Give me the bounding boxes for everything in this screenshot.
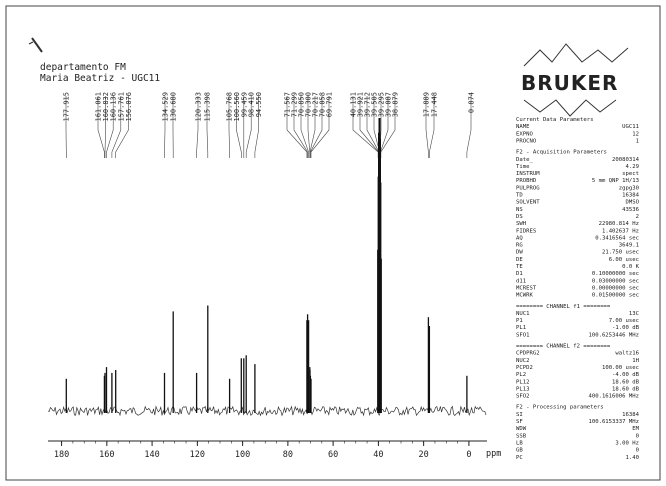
x-tick-label: 60 (327, 450, 339, 460)
peak-label: 156.076 (124, 92, 133, 122)
param-value: -1.00 dB (612, 325, 639, 332)
peak-label: 94.550 (255, 92, 264, 118)
param-value: 1.402637 Hz (601, 228, 639, 235)
param-value: -4.00 dB (612, 372, 639, 379)
param-key: Date_ (516, 156, 533, 163)
peak-label: 70.300 (304, 92, 313, 118)
param-value: 0.0 K (622, 264, 639, 270)
x-tick-label: 40 (373, 450, 384, 460)
peak-label: 70.850 (297, 92, 306, 118)
param-value: 16384 (622, 411, 639, 418)
param-value: waltz16 (615, 350, 639, 357)
param-value: 43536 (622, 206, 639, 213)
param-key: DW (516, 249, 523, 256)
param-value: 0 (635, 433, 639, 440)
param-key: SSB (516, 433, 527, 440)
peak-label: 105.768 (225, 92, 234, 122)
param-value: 18.60 dB (612, 386, 639, 393)
peak-label: 39.921 (356, 92, 365, 118)
param-key: SFO1 (516, 332, 530, 339)
param-key: P1 (516, 318, 523, 325)
param-value: 3649.1 (618, 242, 639, 249)
param-value: 6.00 usec (608, 256, 639, 263)
param-channel-title: ======== CHANNEL f1 ======== (516, 303, 611, 310)
param-key: SOLVENT (516, 199, 540, 206)
x-tick-label: 80 (282, 450, 293, 460)
header-line-1: departamento FM (40, 62, 126, 73)
x-tick-label: 0 (466, 450, 472, 460)
peak-label: 157.761 (117, 92, 126, 122)
peak-label: 177.915 (62, 92, 71, 122)
param-key: DS (516, 213, 523, 220)
x-axis-label: ppm (486, 449, 502, 459)
peak-label: 98.410 (247, 92, 256, 118)
peak-label: 161.061 (94, 92, 103, 122)
param-value: 4.29 (625, 163, 639, 170)
param-value: 0.01500000 sec (591, 292, 639, 299)
param-section-title: F2 - Processing parameters (516, 404, 604, 411)
peak-label: 100.560 (232, 92, 241, 122)
param-value: 21.750 usec (601, 249, 639, 256)
param-key: NUC2 (516, 357, 530, 364)
header-line-2: Maria Beatriz - UGC11 (40, 73, 161, 84)
param-key: FIDRES (516, 228, 537, 235)
param-value: 1 (635, 138, 639, 145)
param-value: 0 (635, 447, 639, 454)
logo-text: BRUKER (521, 71, 619, 95)
param-key: PULPROG (516, 185, 540, 192)
param-value: 22980.814 Hz (598, 221, 639, 228)
param-value: 12 (632, 131, 639, 138)
param-value: 1H (632, 357, 639, 364)
param-value: 100.6153337 MHz (588, 419, 639, 425)
peak-label: 115.398 (203, 92, 212, 122)
param-key: SFO2 (516, 393, 530, 400)
param-value: 13C (628, 310, 639, 317)
param-key: CPDPRG2 (516, 350, 540, 357)
param-value: DMSO (625, 199, 639, 206)
param-key: GB (516, 447, 523, 454)
param-value: 0.00000000 sec (591, 285, 639, 292)
param-value: 1.40 (625, 454, 639, 461)
param-channel-title: ======== CHANNEL f2 ======== (516, 343, 611, 350)
peak-label: 71.567 (283, 92, 292, 118)
param-value: 20080314 (612, 156, 639, 163)
peak-label: 130.680 (169, 92, 178, 122)
peak-label: 69.791 (325, 92, 334, 118)
param-key: PL2 (516, 372, 527, 379)
param-key: NS (516, 206, 523, 213)
param-key: EXPNO (516, 131, 533, 138)
param-key: LB (516, 440, 523, 447)
param-section-title: F2 - Acquisition Parameters (516, 149, 607, 156)
param-key: INSTRUM (516, 171, 540, 178)
param-key: Time (516, 163, 530, 170)
x-tick-label: 100 (234, 450, 251, 460)
param-value: 100.00 usec (601, 364, 639, 371)
peak-label: 120.333 (194, 92, 203, 122)
param-value: 3.00 Hz (615, 440, 639, 447)
peak-label: 134.529 (161, 92, 170, 122)
peak-label: 99.459 (240, 92, 249, 118)
param-key: AQ (516, 235, 523, 242)
param-key: SI (516, 411, 523, 418)
x-tick-label: 120 (189, 450, 206, 460)
peak-label: 40.131 (349, 92, 358, 118)
peak-label: 0.874 (467, 92, 476, 114)
peak-label: 38.879 (391, 92, 400, 118)
param-value: EM (632, 426, 639, 433)
param-key: PL1 (516, 325, 527, 332)
param-value: UGC11 (622, 124, 639, 131)
param-key: TE (516, 264, 523, 270)
param-key: RG (516, 242, 523, 249)
x-tick-label: 140 (144, 450, 160, 460)
param-key: SWH (516, 221, 527, 228)
param-key: TD (516, 192, 523, 199)
param-value: 18.60 dB (612, 379, 639, 386)
param-value: 2 (635, 213, 639, 220)
param-value: zgpg30 (618, 185, 639, 192)
param-key: DE (516, 256, 523, 263)
param-key: Current Data Parameters (516, 117, 594, 123)
param-value: 0.03000000 sec (591, 278, 639, 285)
peak-label: 70.058 (318, 92, 327, 118)
param-key: PL13 (516, 386, 530, 393)
param-value: 16384 (622, 192, 639, 199)
param-value: 0.3416564 sec (595, 235, 639, 242)
param-key: PL12 (516, 379, 530, 386)
peak-label: 160.832 (102, 92, 111, 122)
peak-label: 39.505 (370, 92, 379, 118)
param-value: 7.00 usec (608, 318, 639, 325)
param-key: WDW (516, 426, 527, 433)
param-value: 100.6253446 MHz (588, 332, 639, 339)
peak-label: 39.087 (384, 92, 393, 118)
param-value: 400.1616006 MHz (588, 393, 639, 400)
peak-label: 39.712 (363, 92, 372, 118)
param-value: 0.10000000 sec (591, 271, 639, 278)
peak-label: 160.136 (109, 92, 118, 122)
param-key: MCWRK (516, 292, 533, 299)
param-key: MCREST (516, 285, 537, 292)
param-key: SF (516, 419, 523, 425)
peak-label: 17.889 (422, 92, 431, 118)
param-key: PROCNO (516, 138, 537, 145)
x-tick-label: 180 (53, 450, 70, 460)
param-key: PROBHD (516, 178, 537, 185)
param-key: D1 (516, 271, 523, 278)
param-key: NAME (516, 124, 530, 131)
param-key: d11 (516, 278, 527, 285)
x-tick-label: 20 (418, 450, 429, 460)
param-key: NUC1 (516, 310, 530, 317)
param-value: spect (622, 171, 639, 178)
param-key: PCPD2 (516, 364, 533, 371)
peak-label: 71.299 (290, 92, 299, 118)
param-key: PC (516, 454, 523, 461)
peak-label: 17.448 (430, 92, 439, 118)
peak-label: 70.217 (311, 92, 320, 118)
x-tick-label: 160 (99, 450, 115, 460)
peak-label: 39.295 (377, 92, 386, 118)
param-value: 5 mm QNP 1H/13 (591, 178, 639, 185)
